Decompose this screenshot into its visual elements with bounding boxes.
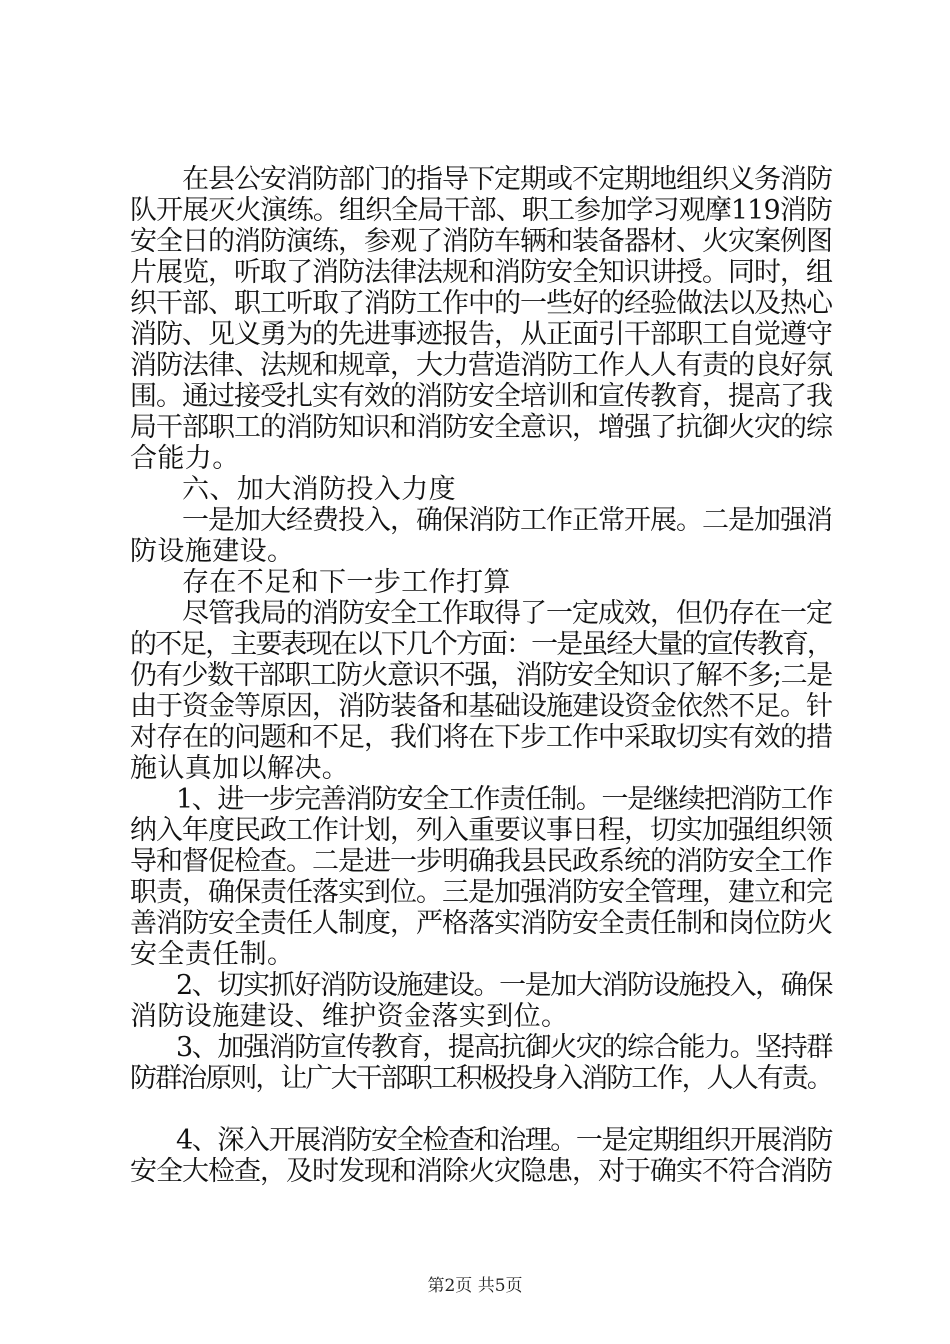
text-line: 1、进一步完善消防安全工作责任制。一是继续把消防工作	[176, 784, 832, 815]
text-line: 防设施建设。	[130, 536, 295, 567]
text-line: 4、深入开展消防安全检查和治理。一是定期组织开展消防	[176, 1125, 832, 1156]
text-line: 围。通过接受扎实有效的消防安全培训和宣传教育，提高了我	[130, 381, 832, 412]
text-line: 安全责任制。	[130, 939, 295, 970]
text-line: 纳入年度民政工作计划，列入重要议事日程，切实加强组织领	[130, 815, 832, 846]
text-line: 3、加强消防宣传教育，提高抗御火灾的综合能力。坚持群	[176, 1032, 832, 1063]
text-line: 一是加大经费投入，确保消防工作正常开展。二是加强消	[182, 505, 832, 536]
text-line: 片展览，听取了消防法律法规和消防安全知识讲授。同时，组	[130, 257, 832, 288]
text-line: 安全大检查，及时发现和消除火灾隐患，对于确实不符合消防	[130, 1156, 832, 1187]
text-line: 善消防安全责任人制度，严格落实消防安全责任制和岗位防火	[130, 908, 832, 939]
text-line: 合能力。	[130, 443, 240, 474]
text-line: 尽管我局的消防安全工作取得了一定成效，但仍存在一定	[182, 598, 832, 629]
text-line: 在县公安消防部门的指导下定期或不定期地组织义务消防	[182, 164, 832, 195]
section-heading: 存在不足和下一步工作打算	[182, 567, 511, 598]
text-line: 消防、见义勇为的先进事迹报告，从正面引干部职工自觉遵守	[130, 319, 832, 350]
text-line: 局干部职工的消防知识和消防安全意识，增强了抗御火灾的综	[130, 412, 832, 443]
text-line: 导和督促检查。二是进一步明确我县民政系统的消防安全工作	[130, 846, 832, 877]
text-line: 的不足，主要表现在以下几个方面：一是虽经大量的宣传教育，	[130, 629, 832, 660]
text-line: 施认真加以解决。	[130, 753, 350, 784]
text-line: 消防法律、法规和规章，大力营造消防工作人人有责的良好氛	[130, 350, 832, 381]
text-line: 仍有少数干部职工防火意识不强，消防安全知识了解不多;二是	[130, 660, 832, 691]
text-line: 安全日的消防演练，参观了消防车辆和装备器材、火灾案例图	[130, 226, 832, 257]
text-line: 由于资金等原因，消防装备和基础设施建设资金依然不足。针	[130, 691, 832, 722]
text-line: 职责，确保责任落实到位。三是加强消防安全管理，建立和完	[130, 877, 832, 908]
section-heading: 六、加大消防投入力度	[182, 474, 456, 505]
page-number-footer: 第2页 共5页	[427, 1276, 523, 1296]
text-line: 织干部、职工听取了消防工作中的一些好的经验做法以及热心	[130, 288, 832, 319]
text-line: 队开展灭火演练。组织全局干部、职工参加学习观摩119消防	[130, 195, 832, 226]
text-line: 防群治原则，让广大干部职工积极投身入消防工作，人人有责。	[130, 1063, 832, 1094]
text-line: 对存在的问题和不足，我们将在下步工作中采取切实有效的措	[130, 722, 832, 753]
text-line: 2、切实抓好消防设施建设。一是加大消防设施投入，确保	[176, 970, 832, 1001]
text-line: 消防设施建设、维护资金落实到位。	[130, 1001, 569, 1032]
